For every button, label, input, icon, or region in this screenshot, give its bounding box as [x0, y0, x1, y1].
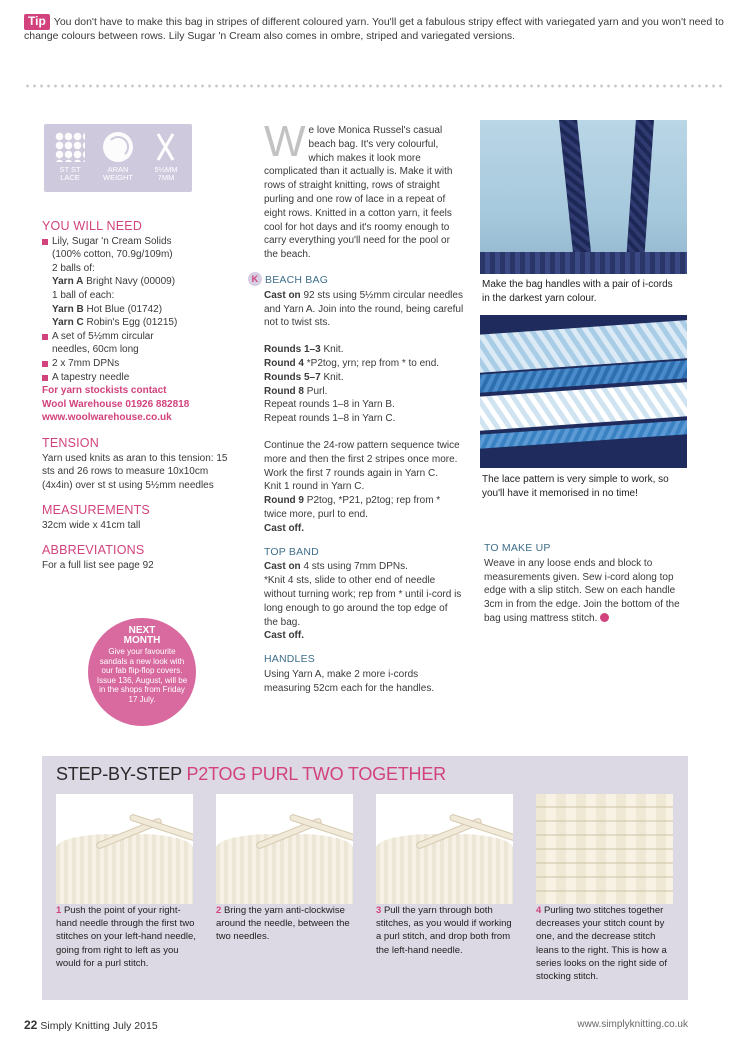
to-make-up-section: [484, 542, 684, 626]
end-mark-icon: [600, 613, 609, 622]
photo-caption: The lace pattern is very simple to work, so you'll have it memorised in no time!: [482, 474, 669, 499]
list-item: Lily, Sugar 'n Cream Solids (100% cotton, 70.9g/109m) 2 balls of: Yarn A Bright Navy (00009) 1 ball of each: Yarn B Hot Blue (01742) Yarn C Robin's Egg (01215): [42, 235, 238, 330]
step-4-text: 4 Purling two stitches together decreases your stitch count by one, and the decrease stitch leans to the right. This is how a series looks on the right side of stocking stitch.: [536, 905, 667, 983]
to-make-up-heading: TO MAKE UP: [484, 542, 551, 554]
pattern-line: Repeat rounds 1–8 in Yarn B.: [264, 399, 395, 411]
pattern-round: Round 8 Purl.: [264, 385, 328, 397]
tip-badge: Tip: [24, 14, 50, 30]
bag-handles-photo: [480, 120, 687, 274]
list-item: 2 x 7mm DPNs: [42, 357, 238, 371]
intro-paragraph: We love Monica Russel's casual beach bag. It's very colourful, which makes it look more complicated than it actually is. Make it with rows of straight knitting, rows of straight purling and one row of lace in a repeat of eight rows. Knitted in a cotton yarn, it feels cool for hot days and it's roomy enough to carry everything you'll need for the pool or the beach.: [264, 117, 453, 261]
measurements-text: 32cm wide x 41cm tall: [42, 519, 141, 531]
spec-label: 7MM: [157, 173, 175, 182]
pattern-line: Continue the 24-row pattern sequence twice more and then the first 2 stripes once more.: [264, 439, 460, 465]
spec-box: [44, 124, 192, 192]
pattern-line: *Knit 4 sts, slide to other end of needle without turning work; rep from * until i-cord is long enough to go around the top edge of the bag.: [264, 575, 462, 628]
stockists-text: For yarn stockists contact: [42, 385, 167, 397]
spec-label: WEIGHT: [103, 173, 133, 182]
tension-heading: TENSION: [42, 435, 99, 450]
spec-label: ST ST: [59, 165, 81, 174]
pattern-round: Round 9 P2tog, *P21, p2tog; rep from * twice more, purl to end.: [264, 495, 441, 520]
pattern-round: Round 4 *P2tog, yrn; rep from * to end.: [264, 357, 440, 369]
next-month-badge: [88, 618, 196, 726]
tension-text: Yarn used knits as aran to this tension: 15 sts and 26 rows to measure 10x10cm (4x4in) over st st using 5½mm needles: [42, 452, 228, 491]
stockists-website-link[interactable]: www.woolwarehouse.co.uk: [42, 412, 172, 424]
pattern-round: Rounds 5–7 Knit.: [264, 371, 344, 383]
page-number: 22: [24, 1018, 38, 1032]
pattern-line: Work the first 7 rounds again in Yarn C.: [264, 467, 438, 479]
spec-lace: [48, 132, 92, 182]
step-3-photo: [376, 794, 513, 904]
list-item: A set of 5½mm circular needles, 60cm long: [42, 330, 238, 357]
handles-heading: HANDLES: [264, 653, 315, 666]
spec-label: LACE: [60, 173, 80, 182]
left-column: [42, 124, 238, 573]
lace-pattern-photo: [480, 315, 687, 468]
spec-needles: [144, 132, 188, 182]
step-2-photo: [216, 794, 353, 904]
photo-caption: Make the bag handles with a pair of i-cords in the darkest yarn colour.: [482, 279, 673, 304]
tip-box: [24, 14, 724, 43]
pattern-round: Rounds 1–3 Knit.: [264, 344, 344, 356]
spec-label: 5½MM: [154, 165, 178, 174]
pattern-line: Knit 1 round in Yarn C.: [264, 481, 365, 493]
list-item: A tapestry needle: [42, 371, 238, 385]
abbreviations-text: For a full list see page 92: [42, 560, 154, 572]
measurements-heading: MEASUREMENTS: [42, 503, 150, 518]
cast-off-instruction: Cast off.: [264, 630, 304, 642]
abbreviations-heading: ABBREVIATIONS: [42, 543, 145, 558]
step-by-step-panel: [42, 756, 688, 1000]
top-band-heading: TOP BAND: [264, 545, 319, 558]
step-3-text: 3 Pull the yarn through both stitches, as you would if working a purl stitch, and drop both from the left-hand needle.: [376, 905, 512, 956]
beach-bag-heading: K BEACH BAG: [264, 272, 464, 288]
pattern-column: [251, 117, 464, 695]
stockists-phone: Wool Warehouse 01926 882818: [42, 398, 190, 410]
step-4-photo: [536, 794, 673, 904]
next-month-title: NEXT: [128, 625, 156, 636]
next-month-text: Give your favourite sandals a new look with our fab flip-flop covers. Issue 136, August, will be in the shops from Friday 17 July.: [96, 647, 188, 704]
spec-weight: [96, 132, 140, 182]
dotted-divider: [24, 84, 726, 88]
to-make-up-text: Weave in any loose ends and block to measurements given. Sew i-cord along top edge with a slip stitch. Sew on each handle 3cm in from the edge. Join the bottom of the bag using mattress stitch.: [484, 557, 680, 624]
step-1-text: 1 Push the point of your right-hand needle through the first two stitches on your left-hand needle, going from right to left as you would for a purl stitch.: [56, 905, 196, 969]
yarn-ball-icon: [103, 132, 133, 162]
knit-level-icon: K: [248, 272, 262, 286]
you-will-need-heading: YOU WILL NEED: [42, 219, 143, 233]
magazine-issue: Simply Knitting July 2015: [40, 1020, 158, 1032]
spec-label: ARAN: [107, 165, 129, 174]
page-footer: [24, 1018, 158, 1032]
step-1-photo: [56, 794, 193, 904]
next-month-title: MONTH: [123, 635, 161, 646]
website-link[interactable]: www.simplyknitting.co.uk: [577, 1019, 688, 1030]
pattern-line: Repeat rounds 1–8 in Yarn C.: [264, 413, 396, 425]
lace-icon: [55, 132, 85, 162]
drop-cap: W: [264, 117, 306, 166]
cast-on-instruction: Cast on 92 sts using 5½mm circular needles and Yarn A. Join into the round, being careful not to twist sts.: [264, 289, 464, 329]
step-by-step-title: STEP-BY-STEP P2TOG PURL TWO TOGETHER: [56, 764, 446, 784]
step-2-text: 2 Bring the yarn anti-clockwise around the needle, between the two needles.: [216, 905, 350, 943]
cast-on-instruction: Cast on 4 sts using 7mm DPNs.: [264, 561, 408, 573]
tip-text: You don't have to make this bag in stripes of different coloured yarn. You'll get a fabulous stripy effect with variegated yarn and you won't need to change colours between rows. Lily Sugar 'n Cream also comes in ombre, striped and variegated versions.: [24, 16, 724, 42]
handles-text: Using Yarn A, make 2 more i-cords measuring 52cm each for the handles.: [264, 668, 435, 694]
needles-icon: [151, 132, 181, 162]
cast-off-instruction: Cast off.: [264, 522, 304, 534]
